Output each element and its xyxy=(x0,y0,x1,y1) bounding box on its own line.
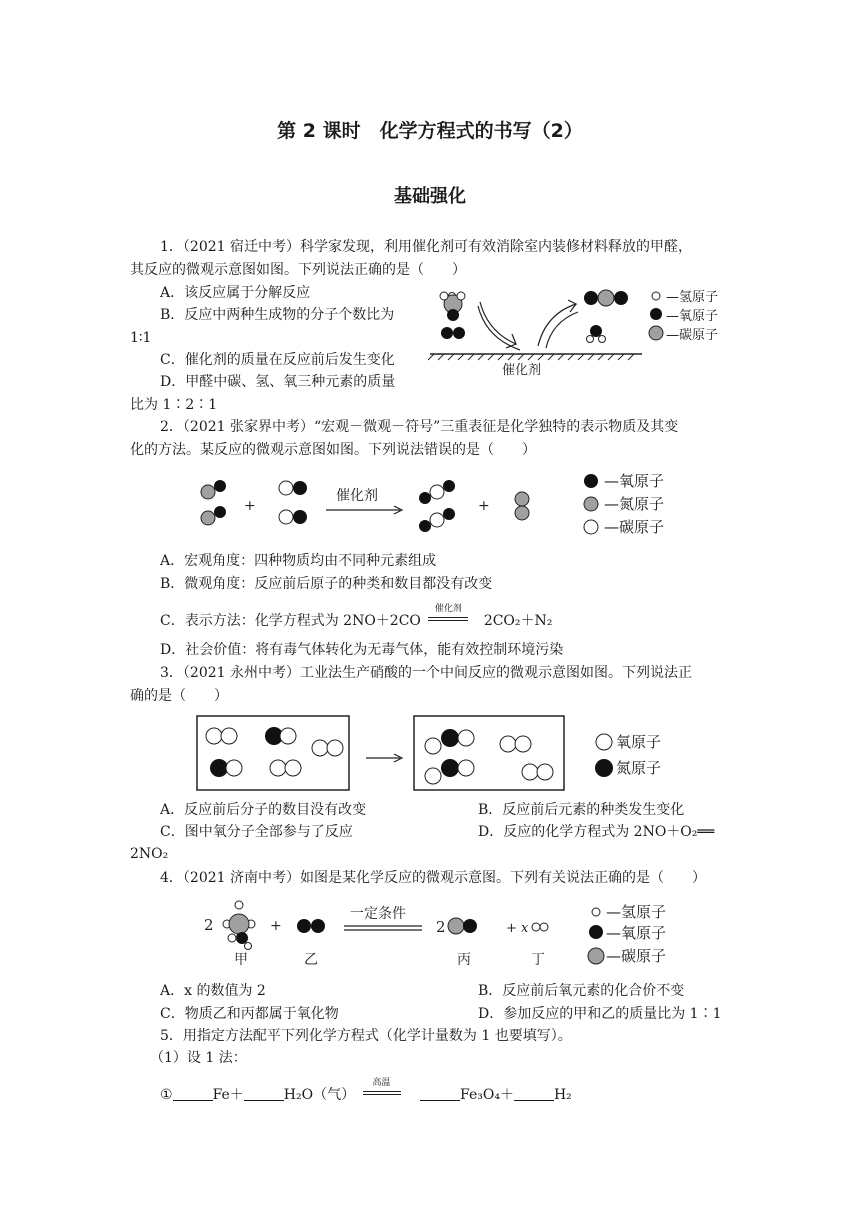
legend-oxygen: —氧原子 xyxy=(604,472,665,490)
q1-figure xyxy=(428,282,748,382)
blank-h2[interactable] xyxy=(514,1086,554,1101)
q4-option-d[interactable]: D．参加反应的甲和乙的质量比为 1∶1 xyxy=(478,1006,722,1022)
q4-label-ding: 丁 xyxy=(531,952,545,968)
legend-hydrogen: —氢原子 xyxy=(666,290,719,305)
q2-stem-line1: 2．（2021 张家界中考）“宏观－微观－符号”三重表征是化学独特的表示物质及其变 xyxy=(160,419,679,435)
q4-condition: 一定条件 xyxy=(350,906,406,922)
legend-oxygen: 氧原子 xyxy=(616,733,662,751)
q4-option-b[interactable]: B．反应前后氧元素的化合价不变 xyxy=(478,983,685,999)
q2-option-d[interactable]: D．社会价值：将有毒气体转化为无毒气体，能有效控制环境污染 xyxy=(160,642,564,658)
legend-carbon: —碳原子 xyxy=(606,947,667,965)
q2-figure xyxy=(196,470,706,540)
q1-option-b-cont: 1∶1 xyxy=(130,330,152,346)
legend-nitrogen: —氮原子 xyxy=(604,495,665,513)
q2-option-c-text: C．表示方法：化学方程式为 2NO＋2CO xyxy=(160,613,421,629)
q3-option-a[interactable]: A．反应前后分子的数目没有改变 xyxy=(160,802,367,818)
q1-stem-line2: 其反应的微观示意图如图。下列说法正确的是（ ） xyxy=(130,262,466,278)
q4-stem: 4．（2021 济南中考）如图是某化学反应的微观示意图。下列有关说法正确的是（ ） xyxy=(160,870,706,886)
q1-option-c[interactable]: C．催化剂的质量在反应前后发生变化 xyxy=(160,352,395,368)
q4-coef-2: 2 xyxy=(436,918,446,936)
q2-reaction-arrow xyxy=(425,604,471,632)
q3-option-c[interactable]: C．图中氧分子全部参与了反应 xyxy=(160,824,353,840)
q2-plus-1: + xyxy=(244,498,256,514)
q3-option-d-cont: 2NO₂ xyxy=(130,846,169,862)
blank-fe3o4[interactable] xyxy=(420,1086,460,1101)
q2-option-a[interactable]: A．宏观角度：四种物质均由不同种元素组成 xyxy=(160,553,437,569)
legend-oxygen: —氧原子 xyxy=(606,924,667,942)
q5-reaction-arrow xyxy=(360,1078,404,1106)
q1-stem-line1: 1．（2021 宿迁中考）科学家发现，利用催化剂可有效消除室内装修材料释放的甲醛， xyxy=(160,239,692,255)
q5-subquestion-1: （1）设 1 法： xyxy=(150,1050,247,1066)
q4-figure xyxy=(200,896,720,970)
q2-option-b[interactable]: B．微观角度：反应前后原子的种类和数目都没有改变 xyxy=(160,576,493,592)
q3-stem-line1: 3．（2021 永州中考）工业法生产硝酸的一个中间反应的微观示意图如图。下列说法正 xyxy=(160,665,692,681)
legend-oxygen: —氧原子 xyxy=(666,309,719,324)
q2-option-c[interactable] xyxy=(160,604,553,632)
legend-carbon: —碳原子 xyxy=(666,328,719,343)
q4-label-jia: 甲 xyxy=(234,952,248,968)
blank-h2o[interactable] xyxy=(244,1086,284,1101)
q4-plus-x: + x xyxy=(506,921,529,936)
q4-label-yi: 乙 xyxy=(304,952,318,968)
page-title: 第 2 课时 化学方程式的书写（2） xyxy=(277,120,583,142)
q1-option-d-cont: 比为 1∶2∶1 xyxy=(130,397,218,413)
q3-diagram xyxy=(196,714,716,794)
q5-stem: 5．用指定方法配平下列化学方程式（化学计量数为 1 也要填写）。 xyxy=(160,1028,572,1044)
q5-eq-h2o: H₂O（气） xyxy=(283,1087,356,1103)
q5-equation-1 xyxy=(160,1078,572,1106)
q1-option-a[interactable]: A．该反应属于分解反应 xyxy=(160,285,311,301)
q4-coef-1: 2 xyxy=(204,916,214,934)
q3-option-b[interactable]: B．反应前后元素的种类发生变化 xyxy=(478,802,685,818)
blank-fe[interactable] xyxy=(173,1086,213,1101)
q4-label-bing: 丙 xyxy=(457,952,471,968)
legend-nitrogen: 氮原子 xyxy=(616,759,662,777)
q2-stem-line2: 化的方法。某反应的微观示意图如图。下列说法错误的是（ ） xyxy=(130,442,536,458)
q4-plus: + xyxy=(270,918,282,934)
legend-carbon: —碳原子 xyxy=(604,518,665,536)
q3-figure xyxy=(196,714,716,794)
q5-eq-h2: H₂ xyxy=(553,1087,572,1103)
q1-catalyst-label: 催化剂 xyxy=(502,363,542,378)
q2-plus-2: + xyxy=(478,498,490,514)
q3-stem-line2: 确的是（ ） xyxy=(130,688,228,704)
q1-option-b[interactable]: B．反应中两种生成物的分子个数比为 xyxy=(160,307,395,323)
q2-option-c-products: 2CO₂＋N₂ xyxy=(483,613,553,629)
q5-eq-number: ① xyxy=(160,1087,173,1103)
q1-option-d[interactable]: D．甲醛中碳、氢、氧三种元素的质量 xyxy=(160,374,396,390)
q2-condition: 催化剂 xyxy=(434,604,462,614)
q5-condition: 高温 xyxy=(372,1078,391,1088)
q4-option-c[interactable]: C．物质乙和丙都属于氧化物 xyxy=(160,1006,339,1022)
q5-eq-fe: Fe＋ xyxy=(212,1087,244,1103)
q4-option-a[interactable]: A．x 的数值为 2 xyxy=(160,983,266,999)
q5-eq-fe3o4: Fe₃O₄＋ xyxy=(460,1087,514,1103)
legend-hydrogen: —氢原子 xyxy=(606,903,667,921)
q2-catalyst-label: 催化剂 xyxy=(336,488,378,504)
q3-option-d[interactable]: D．反应的化学方程式为 2NO＋O₂══ xyxy=(478,824,715,840)
section-heading: 基础强化 xyxy=(394,186,466,207)
